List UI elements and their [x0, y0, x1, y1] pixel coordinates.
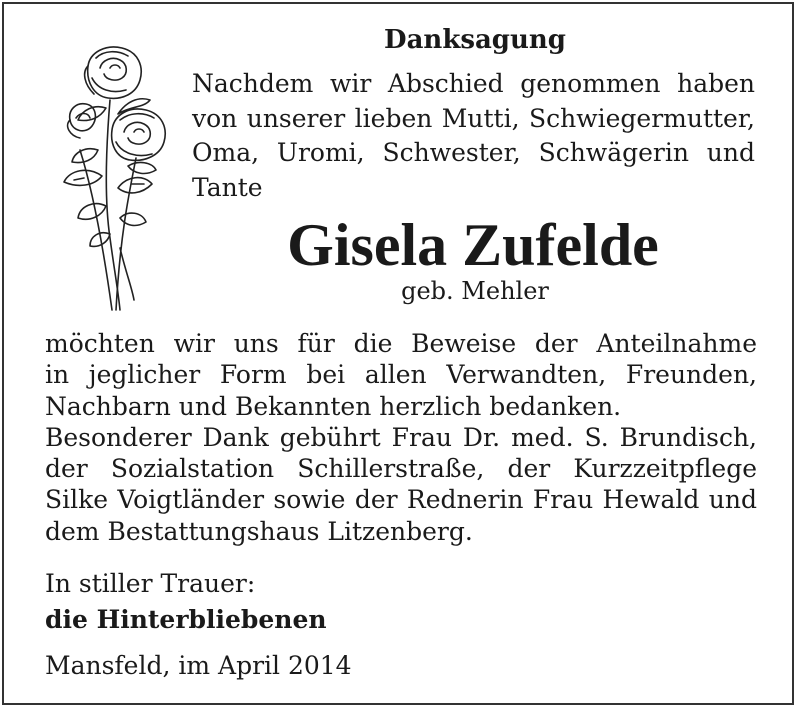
body-line: möchten wir uns für die Beweise der Anteilnahme — [45, 329, 757, 358]
signature: die Hinterbliebenen — [45, 605, 327, 634]
place-date: Mansfeld, im April 2014 — [45, 651, 352, 680]
intro-line: Oma, Uromi, Schwester, Schwägerin und — [192, 138, 755, 167]
intro-line: Tante — [192, 172, 263, 202]
closing-line: In stiller Trauer: — [45, 569, 256, 598]
deceased-name: Gisela Zufelde — [287, 212, 659, 278]
maiden-name: geb. Mehler — [401, 277, 549, 305]
body-line: der Sozialstation Schillerstraße, der Kurzzeitpflege — [45, 454, 757, 484]
body-line: Besonderer Dank gebührt Frau Dr. med. S. Brundisch, — [45, 422, 757, 452]
intro-line: Nachdem wir Abschied genommen haben — [192, 69, 755, 98]
rose-illustration — [40, 38, 180, 314]
body-line: Nachbarn und Bekannten herzlich bedanken. — [45, 391, 622, 421]
body-line: Silke Voigtländer sowie der Rednerin Frau Hewald und — [45, 485, 757, 515]
intro-line: von unserer lieben Mutti, Schwiegermutter, — [192, 103, 755, 133]
body-paragraph — [45, 328, 757, 547]
body-line: dem Bestattungshaus Litzenberg. — [45, 516, 473, 546]
body-line: in jeglicher Form bei allen Verwandten, Freunden, — [45, 360, 757, 390]
closing-block — [45, 566, 745, 638]
notice-heading: Danksagung — [384, 25, 566, 55]
intro-paragraph — [192, 67, 755, 205]
